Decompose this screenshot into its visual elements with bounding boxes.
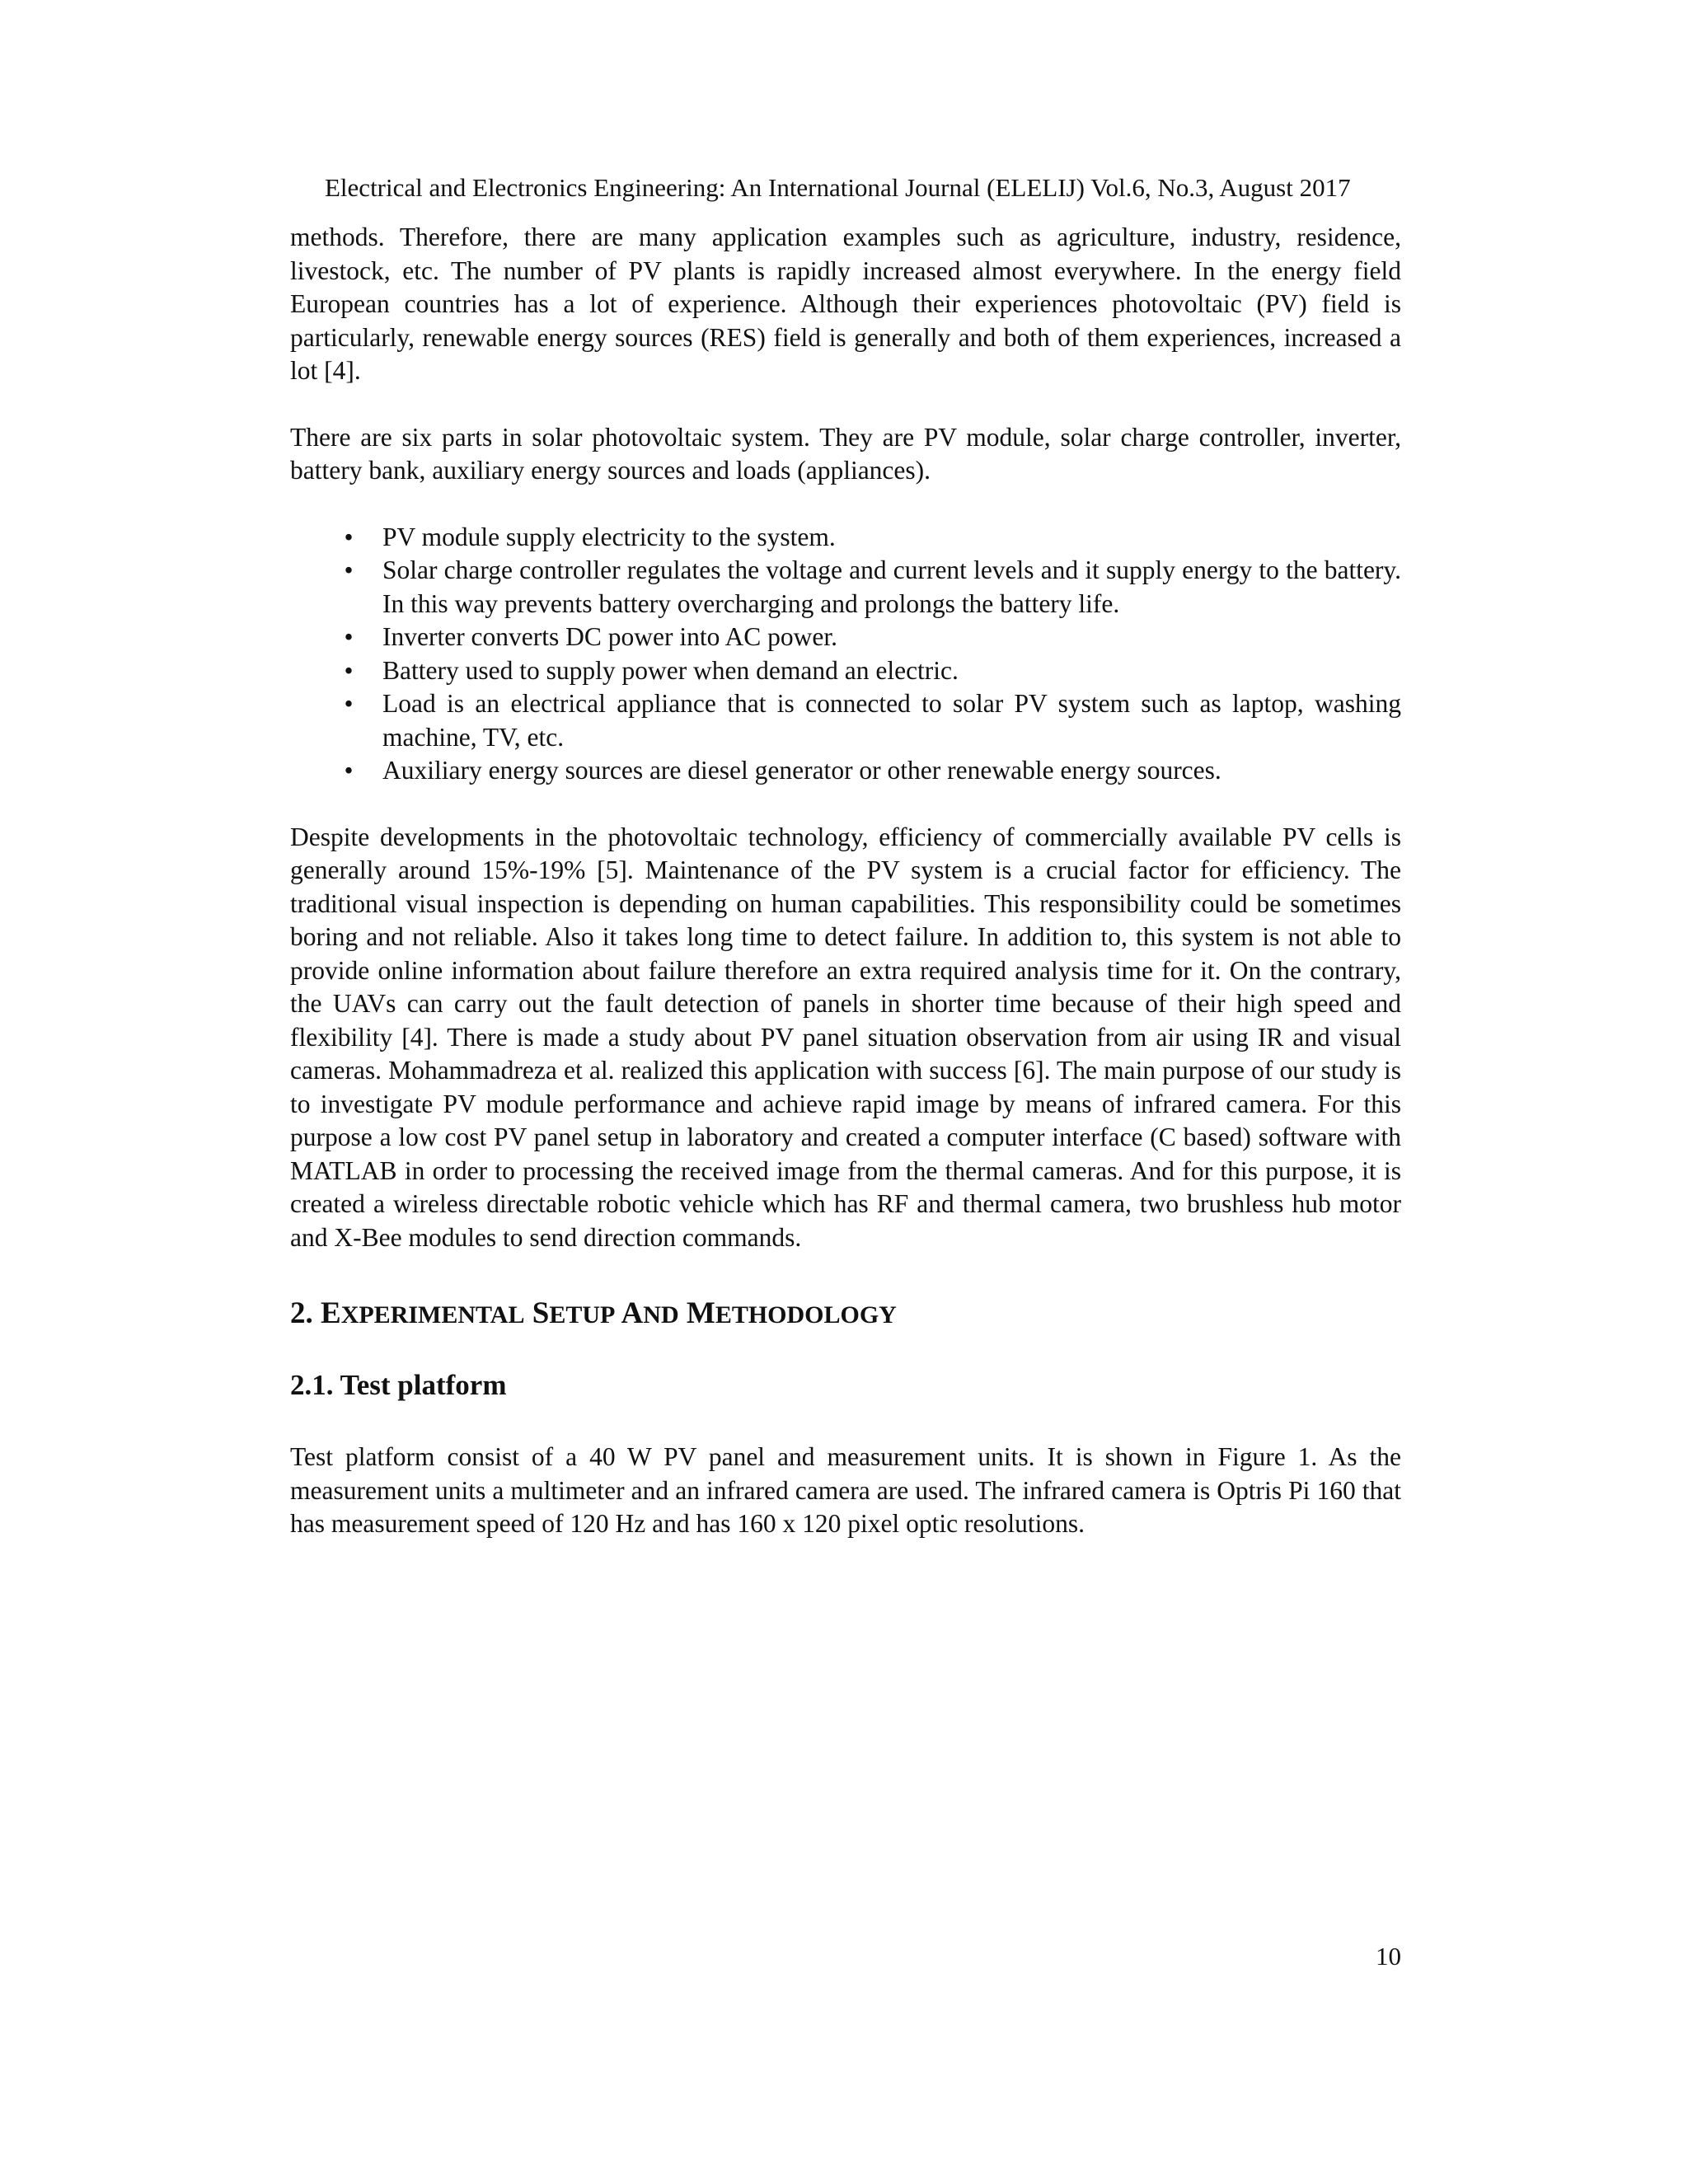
bullet-item-auxiliary-sources — [290, 754, 1401, 788]
section-word: SETUP — [532, 1296, 616, 1330]
paragraph-test-platform: Test platform consist of a 40 W PV panel and measurement units. It is shown in Figure 1. As the measurement units a multimeter and an infrared camera are used. The infrared camera is Optris Pi 160 that has measurement speed of 120 Hz and has 160 x 120 pixel optic resolutions. — [290, 1442, 1401, 1538]
subsection-heading: 2.1. Test platform — [290, 1369, 507, 1401]
paragraph-spacer — [290, 1403, 1401, 1441]
bullet-item-pv-module — [290, 521, 1401, 555]
bullet-icon: • — [344, 522, 354, 551]
subsection-spacer — [290, 1333, 1401, 1368]
bullet-icon: • — [344, 555, 354, 584]
section-word: EXPERIMENTAL — [321, 1296, 525, 1330]
page-body — [290, 221, 1401, 1541]
bullet-item-inverter — [290, 621, 1401, 654]
components-bullet-list — [290, 521, 1401, 788]
section-word: METHODOLOGY — [686, 1296, 897, 1330]
running-header: Electrical and Electronics Engineering: An International Journal (ELELIJ) Vol.6, No.3, August 2017 — [325, 173, 1351, 202]
section-word: AND — [621, 1296, 679, 1330]
paragraph-spacer — [290, 488, 1401, 521]
section-heading — [290, 1296, 1401, 1333]
bullet-text: PV module supply electricity to the system. — [382, 522, 836, 551]
paragraph-intro-continuation: methods. Therefore, there are many application examples such as agriculture, industry, residence, livestock, etc. The number of PV plants is rapidly increased almost everywhere. In the energy field European countries has a lot of experience. Although their experiences photovoltaic (PV) field is particularly, renewable energy sources (RES) field is generally and both of them experiences, increased a lot [4]. — [290, 223, 1401, 385]
paragraph-spacer — [290, 788, 1401, 821]
bullet-text: Inverter converts DC power into AC power. — [382, 622, 838, 651]
bullet-icon: • — [344, 622, 354, 651]
bullet-icon: • — [344, 689, 354, 718]
bullet-text: Battery used to supply power when demand an electric. — [382, 655, 959, 685]
section-number: 2. — [290, 1296, 313, 1330]
bullet-text: Solar charge controller regulates the voltage and current levels and it supply energy to the battery. In this way prevents battery overcharging and prolongs the battery life. — [382, 555, 1401, 618]
section-spacer — [290, 1254, 1401, 1296]
paragraph-six-parts: There are six parts in solar photovoltaic system. They are PV module, solar charge controller, inverter, battery bank, auxiliary energy sources and loads (appliances). — [290, 422, 1401, 485]
bullet-item-battery — [290, 654, 1401, 688]
bullet-item-load — [290, 687, 1401, 754]
bullet-item-charge-controller — [290, 554, 1401, 621]
bullet-icon: • — [344, 756, 354, 785]
page-number: 10 — [1376, 1942, 1401, 1971]
paragraph-spacer — [290, 388, 1401, 421]
bullet-text: Auxiliary energy sources are diesel generator or other renewable energy sources. — [382, 756, 1221, 785]
paragraph-maintenance: Despite developments in the photovoltaic technology, efficiency of commercially available PV cells is generally around 15%-19% [5]. Maintenance of the PV system is a crucial factor for efficiency. The traditional visual inspection is depending on human capabilities. This responsibility could be sometimes boring and not reliable. Also it takes long time to detect failure. In addition to, this system is not able to provide online information about failure therefore an extra required analysis time for it. On the contrary, the UAVs can carry out the fault detection of panels in shorter time because of their high speed and flexibility [4]. There is made a study about PV panel situation observation from air using IR and visual cameras. Mohammadreza et al. realized this application with success [6]. The main purpose of our study is to investigate PV module performance and achieve rapid image by means of infrared camera. For this purpose a low cost PV panel setup in laboratory and created a computer interface (C based) software with MATLAB in order to processing the received image from the thermal cameras. And for this purpose, it is created a wireless directable robotic vehicle which has RF and thermal camera, two brushless hub motor and X-Bee modules to send direction commands. — [290, 822, 1401, 1252]
bullet-icon: • — [344, 655, 354, 685]
bullet-text: Load is an electrical appliance that is connected to solar PV system such as laptop, washing machine, TV, etc. — [382, 689, 1401, 752]
